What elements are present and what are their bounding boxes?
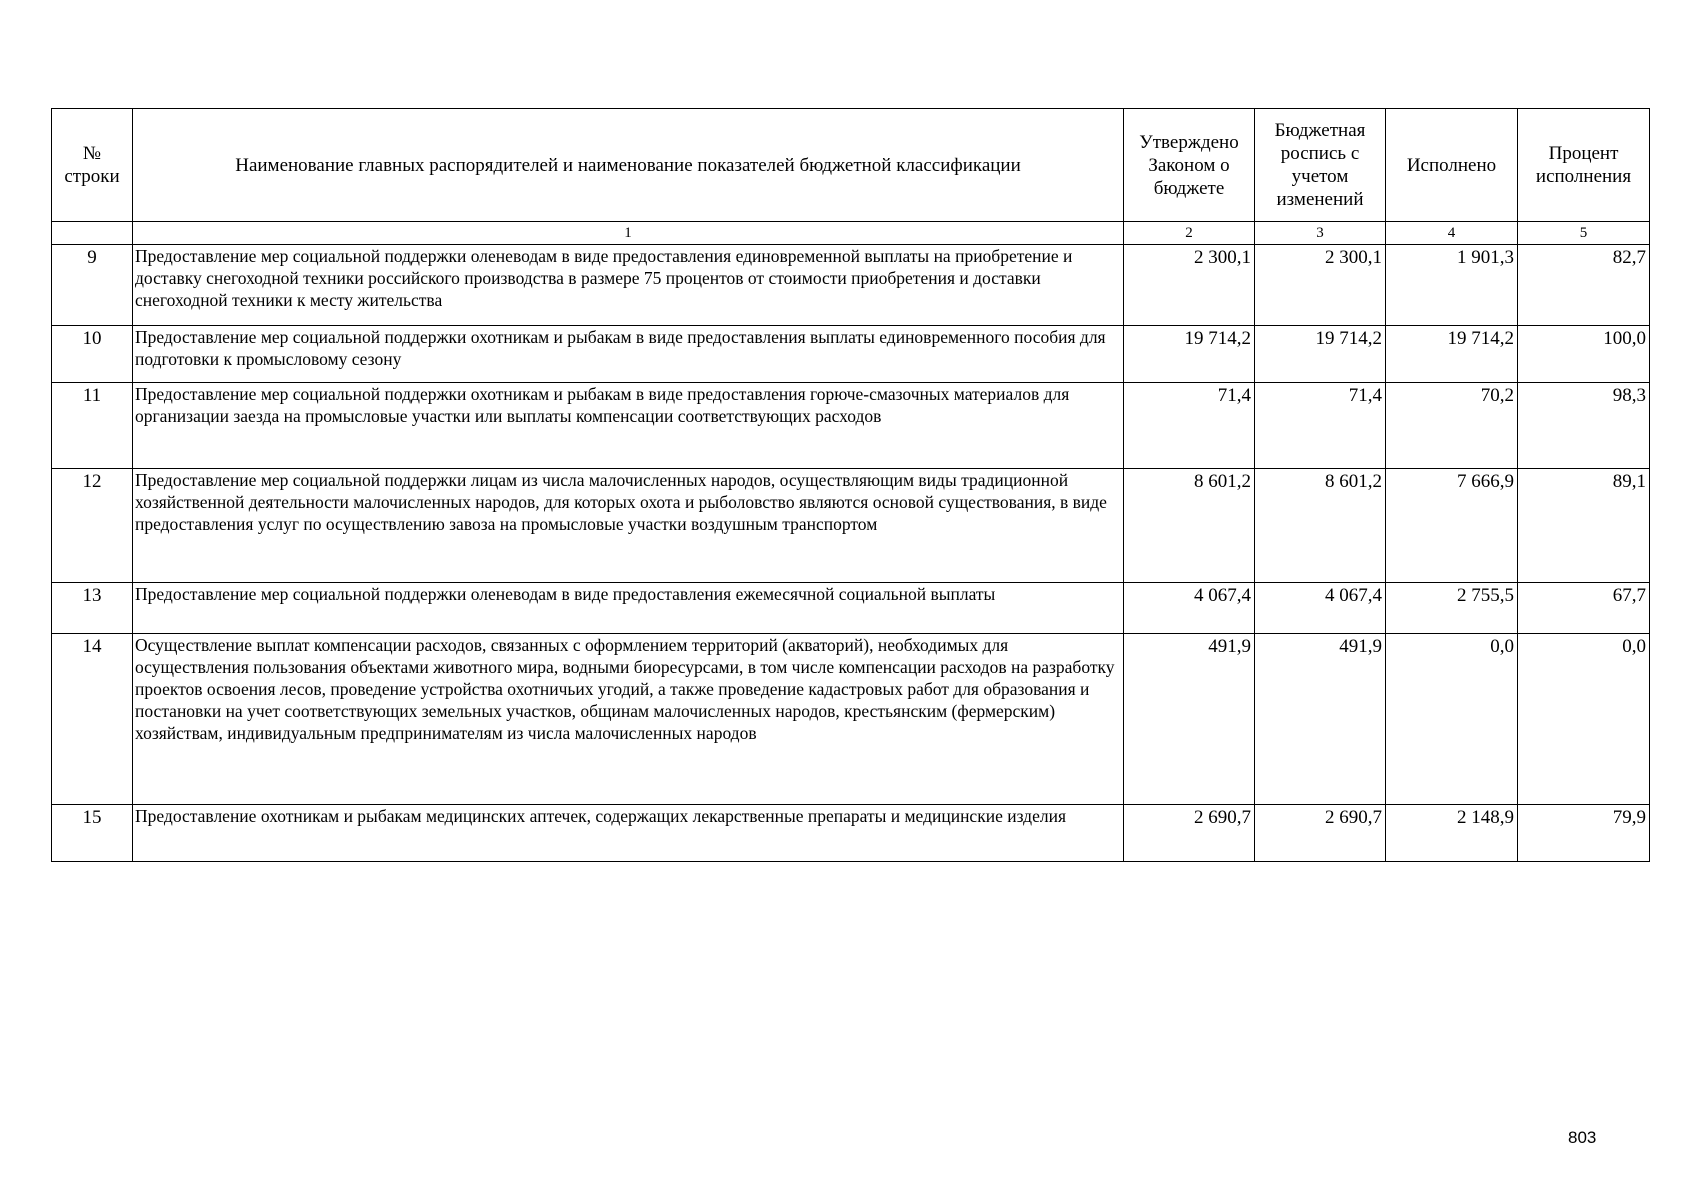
header-budget-list: Бюджетная роспись с учетом изменений — [1255, 109, 1386, 222]
percent-cell: 79,9 — [1518, 805, 1650, 862]
table-row — [52, 583, 1650, 634]
table-header-row — [52, 109, 1650, 222]
table-row — [52, 326, 1650, 383]
header-executed: Исполнено — [1386, 109, 1518, 222]
budget-list-cell: 71,4 — [1255, 383, 1386, 469]
budget-list-cell: 19 714,2 — [1255, 326, 1386, 383]
approved-cell: 2 300,1 — [1124, 245, 1255, 326]
row-number-cell: 10 — [52, 326, 133, 383]
budget-list-cell: 4 067,4 — [1255, 583, 1386, 634]
row-name-cell: Предоставление мер социальной поддержки оленеводам в виде предоставления ежемесячной социальной выплаты — [133, 583, 1124, 634]
table-row — [52, 469, 1650, 583]
percent-cell: 0,0 — [1518, 634, 1650, 805]
row-number-cell: 12 — [52, 469, 133, 583]
table-row — [52, 805, 1650, 862]
approved-cell: 491,9 — [1124, 634, 1255, 805]
budget-list-cell: 8 601,2 — [1255, 469, 1386, 583]
row-name-cell: Осуществление выплат компенсации расходов, связанных с оформлением территорий (акваторий), необходимых для осуществления пользования объектами животного мира, водными биоресурсами, в том числе компенсации расходов на разработку проектов освоения лесов, проведение устройства охотничьих угодий, а также проведение кадастровых работ для образования и постановки на учет соответствующих земельных участков, общинам малочисленных народов, крестьянским (фермерским) хозяйствам, индивидуальным предпринимателям из числа малочисленных народов — [133, 634, 1124, 805]
row-number-cell: 15 — [52, 805, 133, 862]
approved-cell: 8 601,2 — [1124, 469, 1255, 583]
column-number: 4 — [1386, 222, 1518, 245]
row-name-cell: Предоставление мер социальной поддержки оленеводам в виде предоставления единовременной выплаты на приобретение и доставку снегоходной техники российского производства в размере 75 процентов от стоимости приобретения и доставки снегоходной техники к месту жительства — [133, 245, 1124, 326]
row-name-cell: Предоставление охотникам и рыбакам медицинских аптечек, содержащих лекарственные препараты и медицинские изделия — [133, 805, 1124, 862]
approved-cell: 2 690,7 — [1124, 805, 1255, 862]
executed-cell: 7 666,9 — [1386, 469, 1518, 583]
table-row — [52, 634, 1650, 805]
header-name: Наименование главных распорядителей и наименование показателей бюджетной классификации — [133, 109, 1124, 222]
column-number: 5 — [1518, 222, 1650, 245]
percent-cell: 89,1 — [1518, 469, 1650, 583]
column-number: 2 — [1124, 222, 1255, 245]
column-number: 3 — [1255, 222, 1386, 245]
executed-cell: 2 755,5 — [1386, 583, 1518, 634]
row-number-cell: 11 — [52, 383, 133, 469]
row-name-cell: Предоставление мер социальной поддержки охотникам и рыбакам в виде предоставления выплаты единовременного пособия для подготовки к промысловому сезону — [133, 326, 1124, 383]
header-approved: Утверждено Законом о бюджете — [1124, 109, 1255, 222]
table-row — [52, 245, 1650, 326]
column-number — [52, 222, 133, 245]
row-number-cell: 14 — [52, 634, 133, 805]
executed-cell: 1 901,3 — [1386, 245, 1518, 326]
approved-cell: 19 714,2 — [1124, 326, 1255, 383]
executed-cell: 70,2 — [1386, 383, 1518, 469]
executed-cell: 19 714,2 — [1386, 326, 1518, 383]
budget-list-cell: 2 300,1 — [1255, 245, 1386, 326]
row-number-cell: 13 — [52, 583, 133, 634]
header-row-number: № строки — [52, 109, 133, 222]
approved-cell: 4 067,4 — [1124, 583, 1255, 634]
row-name-cell: Предоставление мер социальной поддержки лицам из числа малочисленных народов, осуществляющим виды традиционной хозяйственной деятельности малочисленных народов, для которых охота и рыболовство являются основой существования, в виде предоставления услуг по осуществлению завоза на промысловые участки воздушным транспортом — [133, 469, 1124, 583]
executed-cell: 0,0 — [1386, 634, 1518, 805]
table-row — [52, 383, 1650, 469]
percent-cell: 98,3 — [1518, 383, 1650, 469]
percent-cell: 67,7 — [1518, 583, 1650, 634]
executed-cell: 2 148,9 — [1386, 805, 1518, 862]
percent-cell: 100,0 — [1518, 326, 1650, 383]
row-name-cell: Предоставление мер социальной поддержки охотникам и рыбакам в виде предоставления горюче-смазочных материалов для организации заезда на промысловые участки или выплаты компенсации соответствующих расходов — [133, 383, 1124, 469]
page-number: 803 — [1568, 1128, 1597, 1147]
column-number: 1 — [133, 222, 1124, 245]
header-percent: Процент исполнения — [1518, 109, 1650, 222]
approved-cell: 71,4 — [1124, 383, 1255, 469]
row-number-cell: 9 — [52, 245, 133, 326]
budget-list-cell: 2 690,7 — [1255, 805, 1386, 862]
column-number-row — [52, 222, 1650, 245]
percent-cell: 82,7 — [1518, 245, 1650, 326]
budget-list-cell: 491,9 — [1255, 634, 1386, 805]
budget-execution-table — [51, 108, 1650, 862]
